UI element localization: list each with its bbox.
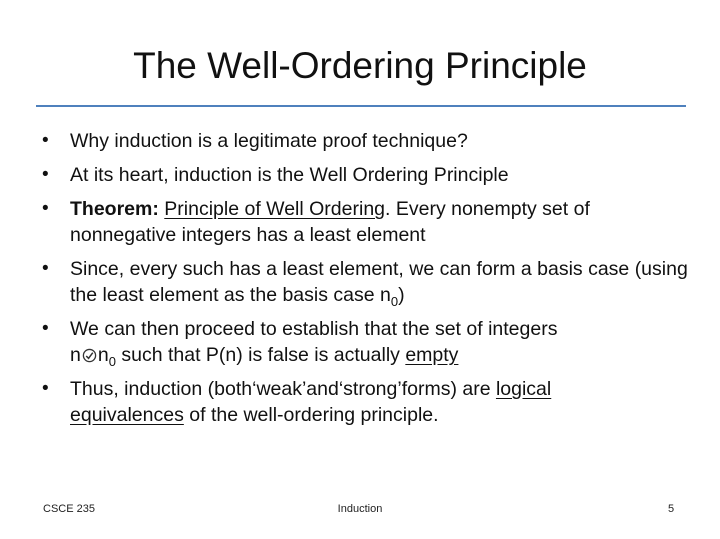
logical-word: logical <box>495 378 552 400</box>
title-divider <box>36 105 686 107</box>
equivalences-word: equivalences <box>70 404 184 426</box>
broken-symbol-icon <box>82 348 97 363</box>
footer-page-number: 5 <box>668 503 675 515</box>
bullet-text: Why induction is a legitimate proof technique? <box>70 130 468 152</box>
bullet-dot: • <box>42 318 49 339</box>
bullet-text-mid: such that P(n) is false is actually <box>115 344 406 366</box>
bullet-dot: • <box>42 164 49 185</box>
variable-n: n <box>70 344 81 366</box>
bullet-dot: • <box>42 258 49 279</box>
subscript: 0 <box>108 353 116 369</box>
theorem-name: Principle of Well Ordering <box>164 198 386 220</box>
bullet-item <box>40 256 690 308</box>
bullet-text-end: ) <box>398 284 405 306</box>
bullet-text: We can then proceed to establish that the set of integers <box>70 318 558 340</box>
empty-word: empty <box>405 344 459 366</box>
bullet-text: Since, every such has a least element, we can form a basis case (using the least element as the basis case n <box>70 258 688 306</box>
bullet-text: Thus, induction (both‘weak’and‘strong’forms) are <box>70 378 496 400</box>
subscript: 0 <box>390 293 399 309</box>
theorem-statement: . Every nonempty set of nonnegative integers has a least element <box>70 198 590 246</box>
bullet-dot: • <box>42 198 49 219</box>
variable-n0: n <box>97 344 109 366</box>
bullet-text: At its heart, induction is the Well Ordering Principle <box>70 164 509 186</box>
bullet-item <box>40 196 690 248</box>
bullet-item <box>40 162 690 188</box>
slide-title: The Well-Ordering Principle <box>133 45 587 86</box>
bullet-text-end: of the well-ordering principle. <box>183 404 439 426</box>
footer-course: CSCE 235 <box>43 503 95 515</box>
bullet-dot: • <box>42 130 49 151</box>
bullet-list <box>40 128 690 436</box>
theorem-label: Theorem: <box>70 198 159 220</box>
footer-topic: Induction <box>337 503 383 515</box>
bullet-item <box>40 316 690 368</box>
bullet-item <box>40 128 690 154</box>
bullet-dot: • <box>42 378 49 399</box>
bullet-item <box>40 376 690 428</box>
